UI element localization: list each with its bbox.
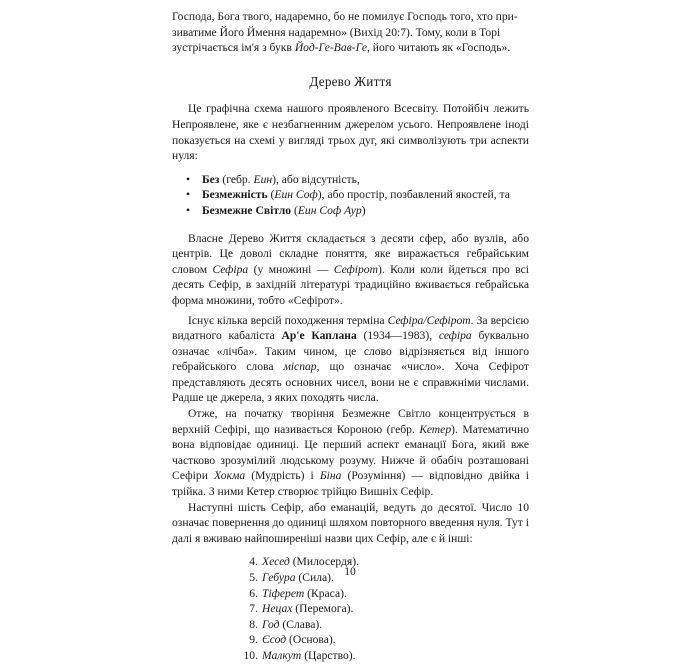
list-number: 7. — [249, 602, 258, 616]
section-heading: Дерево Життя — [309, 73, 392, 89]
p4-text: ). Математично вона відповідає одиниці. Це перший аспект еманації Бога, який вже частково зрозумілий людському розуму. Нижче й обабіч розташовані Сефіри — [172, 422, 530, 483]
paragraph-4 — [172, 406, 529, 500]
p3-text: , що означає «число». Хоча Сефірот представляють десять основних чисел, вони не є справжніми числами. Радше це джерела, з яких походять числа. — [172, 360, 529, 405]
sefira-translation: (Сила). — [295, 571, 334, 584]
list-number: 5. — [249, 571, 258, 584]
p4-term: Хокма — [213, 469, 246, 483]
list-hebrew: Еин Соф — [274, 188, 318, 202]
p2-term: Сефірот — [333, 262, 378, 276]
p2-text: (у множині — — [248, 262, 334, 276]
list-hebrew: Еин — [253, 172, 273, 186]
list-term: Безмежне Світло — [202, 203, 292, 217]
sefira-name: Єсод — [262, 633, 287, 647]
list-text: (гебр. — [219, 172, 254, 186]
p2-term: Сефіра — [212, 262, 249, 276]
sefira-translation: (Основа). — [286, 633, 336, 647]
list-item — [172, 632, 529, 648]
p4-term: Кетер — [419, 422, 452, 436]
list-number: 4. — [249, 555, 258, 569]
p2-text: ). Коли коли йдеться про всі десять Сефір, в західній літературі традиційно вживається гебрайська форма множини, тобто «Сефірот». — [172, 262, 529, 307]
sefira-translation: (Слава). — [279, 617, 323, 631]
list-term: Безмежність — [202, 188, 268, 202]
list-hebrew: Еин Соф Ауp — [297, 203, 362, 217]
list-text: ), або відсутність, — [272, 172, 360, 186]
intro-line-3-end: , його читають як «Господь». — [366, 41, 511, 55]
p4-text: Отже, на початку творіння Безмежне Світло концентрується в верхній Сефірі, що називається Короною (гебр. — [172, 407, 529, 436]
sefira-name: Тіферет — [262, 586, 305, 600]
list-item — [172, 172, 529, 188]
sefira-name: Хесед — [262, 555, 290, 569]
list-number: 10. — [243, 648, 258, 662]
intro-emphasis: Йод-Ге-Вав-Ге — [294, 41, 367, 55]
list-number: 6. — [249, 586, 258, 600]
p4-term: Біна — [319, 469, 342, 483]
paragraph-2 — [172, 231, 529, 309]
list-text: ( — [291, 203, 298, 217]
p4-text: (Мудрість) і — [245, 469, 320, 483]
intro-line-1: Господа, Бога твого, надаремно, бо не помилує Господь того, хто при- — [172, 10, 518, 23]
p2-text: Власне Дерево Життя складається з десяти сфер, або вузлів, або центрів. Це доволі складне поняття, яке виражається гебрайським словом — [172, 231, 529, 276]
list-item — [172, 601, 529, 617]
sefira-translation: (Царство). — [301, 648, 356, 662]
paragraph-1: Це графічна схема нашого проявленого Всесвіту. Потойбіч лежить Непроявлене, яке є незбагненним джерелом усього. Непроявлене іноді показується на схемі у вигляді трьох дуг, які символізують три аспекти нуля: — [172, 102, 529, 163]
intro-paragraph — [172, 9, 529, 56]
p3-text: . За версією видатного кабаліста — [172, 313, 529, 343]
paragraph-5: Наступні шість Сефір, або еманацій, ведуть до десятої. Число 10 означає повернення до одиниці шляхом повторного введення нуля. Тут і далі я вживаю найпоширеніші назви цих Сефір, але є й інші: — [172, 500, 529, 545]
sefira-name: Гебура — [262, 571, 296, 584]
sefira-name: Нецах — [262, 602, 293, 616]
page-number: 10 — [344, 565, 356, 578]
list-number: 9. — [249, 633, 258, 647]
list-item — [172, 203, 529, 219]
list-text: ) — [361, 203, 366, 217]
list-item — [172, 617, 529, 633]
p3-term: міспар — [283, 360, 317, 374]
list-item — [172, 187, 529, 203]
sefira-translation: (Милосердя). — [289, 555, 360, 569]
p3-term: Сефіра/Сефірот — [387, 313, 471, 327]
p3-author: Ар'е Каплана — [281, 329, 357, 343]
p3-text: буквально означає «лічба». Таким чином, це слово відрізняється від іншого гебрайського слова — [172, 329, 529, 374]
intro-line-3: зустрічається ім'я з букв — [172, 41, 295, 55]
sefira-name: Малкут — [262, 648, 302, 662]
list-text: ), або простір, позбавлений якостей, та — [317, 188, 510, 202]
list-term: Без — [202, 172, 220, 186]
sefira-name: Год — [262, 617, 280, 631]
p4-text: (Розуміння) — відповідно двійка і трійка. З ними Кетер створює трійцю Вишніх Сефір. — [172, 469, 529, 499]
p3-text: Існує кілька версій походження терміна — [188, 313, 388, 327]
p3-text: (1934—1983), — [356, 329, 439, 343]
paragraph-3 — [172, 313, 529, 407]
list-text: ( — [267, 188, 275, 202]
sefira-translation: (Перемога). — [292, 602, 354, 616]
sefira-translation: (Краса). — [304, 586, 347, 600]
intro-line-2: зиватиме Його Ймення надаремно» (Вихід 20:7). Тому, коли в Торі — [172, 25, 501, 39]
list-item — [172, 648, 529, 664]
null-aspects-list — [172, 172, 529, 219]
list-item — [172, 586, 529, 602]
p3-term: сефіра — [438, 329, 472, 343]
list-number: 8. — [249, 617, 258, 631]
